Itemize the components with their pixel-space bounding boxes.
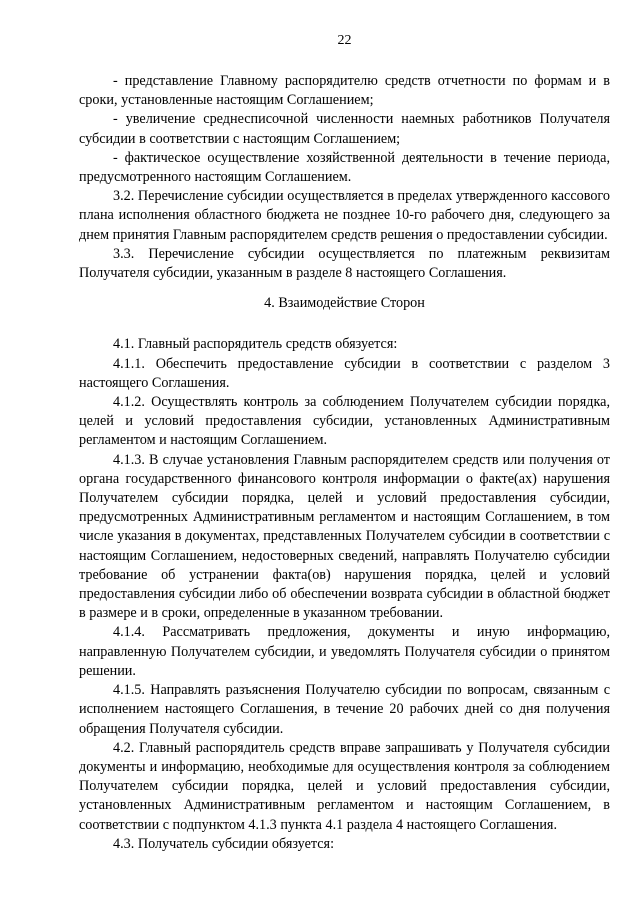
paragraph-3-3: 3.3. Перечисление субсидии осуществляется по платежным реквизитам Получателя субсидии, указанным в разделе 8 настоящего Соглашения. (79, 245, 610, 282)
section-heading: 4. Взаимодействие Сторон (264, 295, 425, 312)
paragraph-4-1-4: 4.1.4. Рассматривать предложения, документы и иную информацию, направленную Получателем субсидии, и уведомлять Получателя субсидии о принятом решении. (79, 624, 610, 679)
paragraph-4-3: 4.3. Получатель субсидии обязуется: (113, 835, 335, 852)
paragraph-4-2: 4.2. Главный распорядитель средств вправе запрашивать у Получателя субсидии документы и информацию, необходимые для осуществления контроля за соблюдением Получателем субсидии порядка, целей и условий предоставления субсидии, установленных Административным регламентом и настоящим Соглашением, в соответствии с подпунктом 4.1.3 пункта 4.1 раздела 4 настоящего Соглашения. (79, 739, 610, 833)
paragraph-4-1-5: 4.1.5. Направлять разъяснения Получателю субсидии по вопросам, связанным с исполнением настоящего Соглашения, в течение 20 рабочих дней со дня получения обращения Получателя субсидии. (79, 682, 610, 737)
paragraph-employee-count: - увеличение среднесписочной численности наемных работников Получателя субсидии в соответствии с настоящим Соглашением; (79, 111, 610, 147)
paragraph-4-1: 4.1. Главный распорядитель средств обязуется: (113, 336, 398, 353)
document-page (79, 32, 610, 854)
paragraph-3-2: 3.2. Перечисление субсидии осуществляется в пределах утвержденного кассового плана исполнения областного бюджета не позднее 10-го рабочего дня, следующего за днем принятия Главным распорядителем средств решения о предоставлении субсидии. (79, 188, 610, 243)
page-number: 22 (337, 33, 352, 48)
paragraph-4-1-2: 4.1.2. Осуществлять контроль за соблюдением Получателем субсидии порядка, целей и условий предоставления субсидии, установленных Административным регламентом и настоящим Соглашением. (79, 394, 610, 449)
paragraph-business-activity: - фактическое осуществление хозяйственной деятельности в течение периода, предусмотренного настоящим Соглашением. (79, 149, 610, 186)
paragraph-4-1-3: 4.1.3. В случае установления Главным распорядителем средств или получения от органа государственного финансового контроля информации о факте(ах) нарушения Получателем субсидии порядка, целей и условий предоставления субсидии, предусмотренных Административным регламентом и настоящим Соглашением, в том числе указания в документах, представленных Получателем субсидии в соответствии с настоящим Соглашением, недостоверных сведений, направлять Получателю субсидии требование об устранении факта(ов) нарушения порядка, целей и условий предоставления субсидии либо об обеспечении возврата субсидии в областной бюджет в размере и в сроки, определенные в указанном требовании. (79, 451, 610, 622)
paragraph-reporting: - представление Главному распорядителю средств отчетности по формам и в сроки, установленные настоящим Соглашением; (79, 73, 610, 109)
paragraph-4-1-1: 4.1.1. Обеспечить предоставление субсидии в соответствии с разделом 3 настоящего Соглашения. (79, 355, 610, 391)
